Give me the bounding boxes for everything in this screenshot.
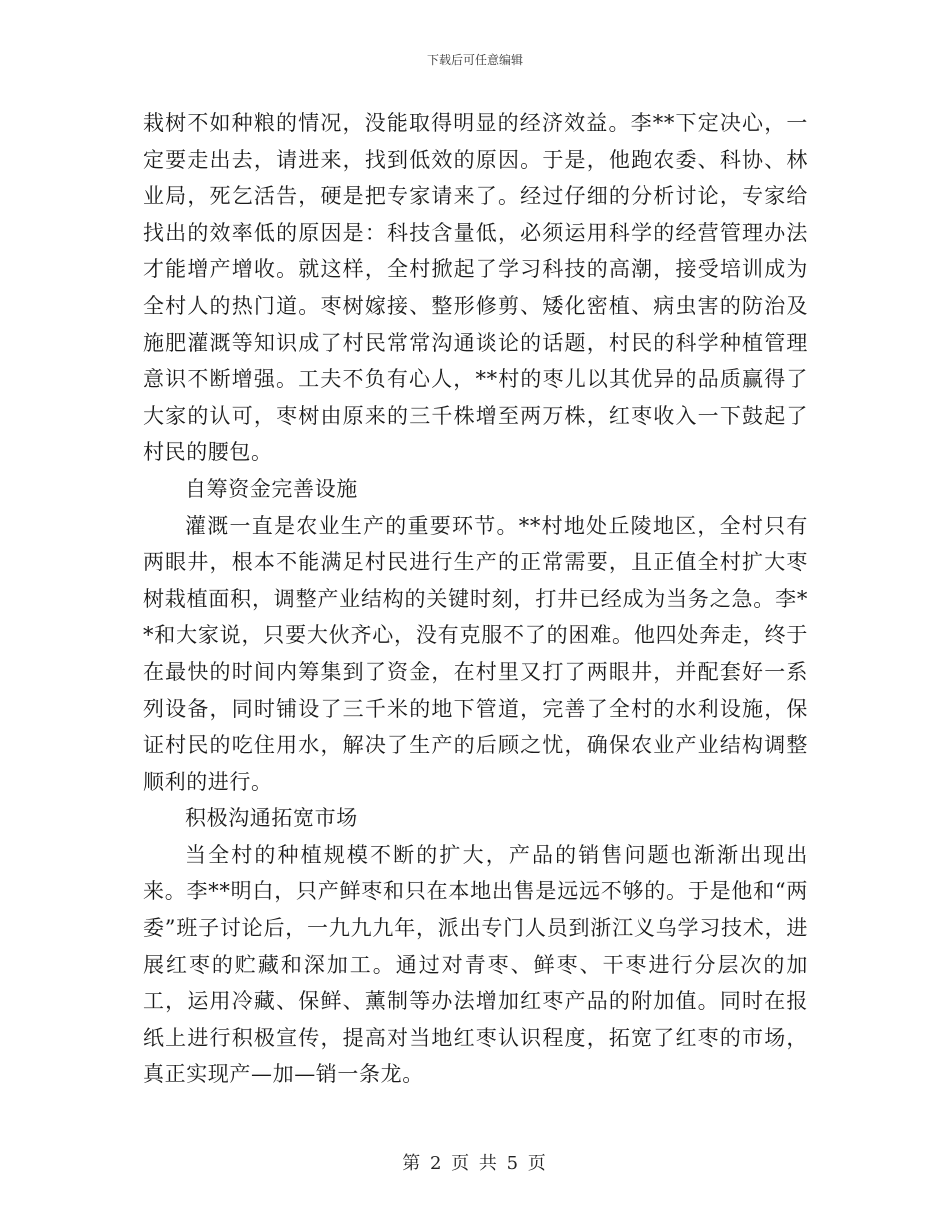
- page-number: 第 2 页 共 5 页: [402, 1153, 548, 1174]
- paragraph-2: 灌溉一直是农业生产的重要环节。**村地处丘陵地区，全村只有两眼井，根本不能满足村民进行生产的正常需要，且正值全村扩大枣树栽植面积，调整产业结构的关键时刻，打井已经成为当务之急。李**和大家说，只要大伙齐心，没有克服不了的困难。他四处奔走，终于在最快的时间内筹集到了资金，在村里又打了两眼井，并配套好一系列设备，同时铺设了三千米的地下管道，完善了全村的水利设施，保证村民的吃住用水，解决了生产的后顾之忧，确保农业产业结构调整顺利的进行。: [143, 513, 808, 794]
- page-header-note: 下载后可任意编辑: [426, 53, 523, 67]
- section-heading-funding: 自筹资金完善设施: [185, 476, 358, 501]
- section-heading-market: 积极沟通拓宽市场: [185, 806, 358, 831]
- paragraph-3: 当全村的种植规模不断的扩大，产品的销售问题也渐渐出现出来。李**明白，只产鲜枣和只在本地出售是远远不够的。于是他和“两委”班子讨论后，一九九九年，派出专门人员到浙江义乌学习技术，进展红枣的贮藏和深加工。通过对青枣、鲜枣、干枣进行分层次的加工，运用冷藏、保鲜、薰制等办法增加红枣产品的附加值。同时在报纸上进行积极宣传，提高对当地红枣认识程度，拓宽了红枣的市场，真正实现产—加—销一条龙。: [143, 842, 808, 1087]
- paragraph-1: 栽树不如种粮的情况，没能取得明显的经济效益。李**下定决心，一定要走出去，请进来，找到低效的原因。于是，他跑农委、科协、林业局，死乞活告，硬是把专家请来了。经过仔细的分析讨论，专家给找出的效率低的原因是：科技含量低，必须运用科学的经营管理办法才能增产增收。就这样，全村掀起了学习科技的高潮，接受培训成为全村人的热门道。枣树嫁接、整形修剪、矮化密植、病虫害的防治及施肥灌溉等知识成了村民常常沟通谈论的话题，村民的科学种植管理意识不断增强。工夫不负有心人，**村的枣儿以其优异的品质赢得了大家的认可，枣树由原来的三千株增至两万株，红枣收入一下鼓起了村民的腰包。: [143, 111, 808, 465]
- document-body: [143, 105, 808, 1093]
